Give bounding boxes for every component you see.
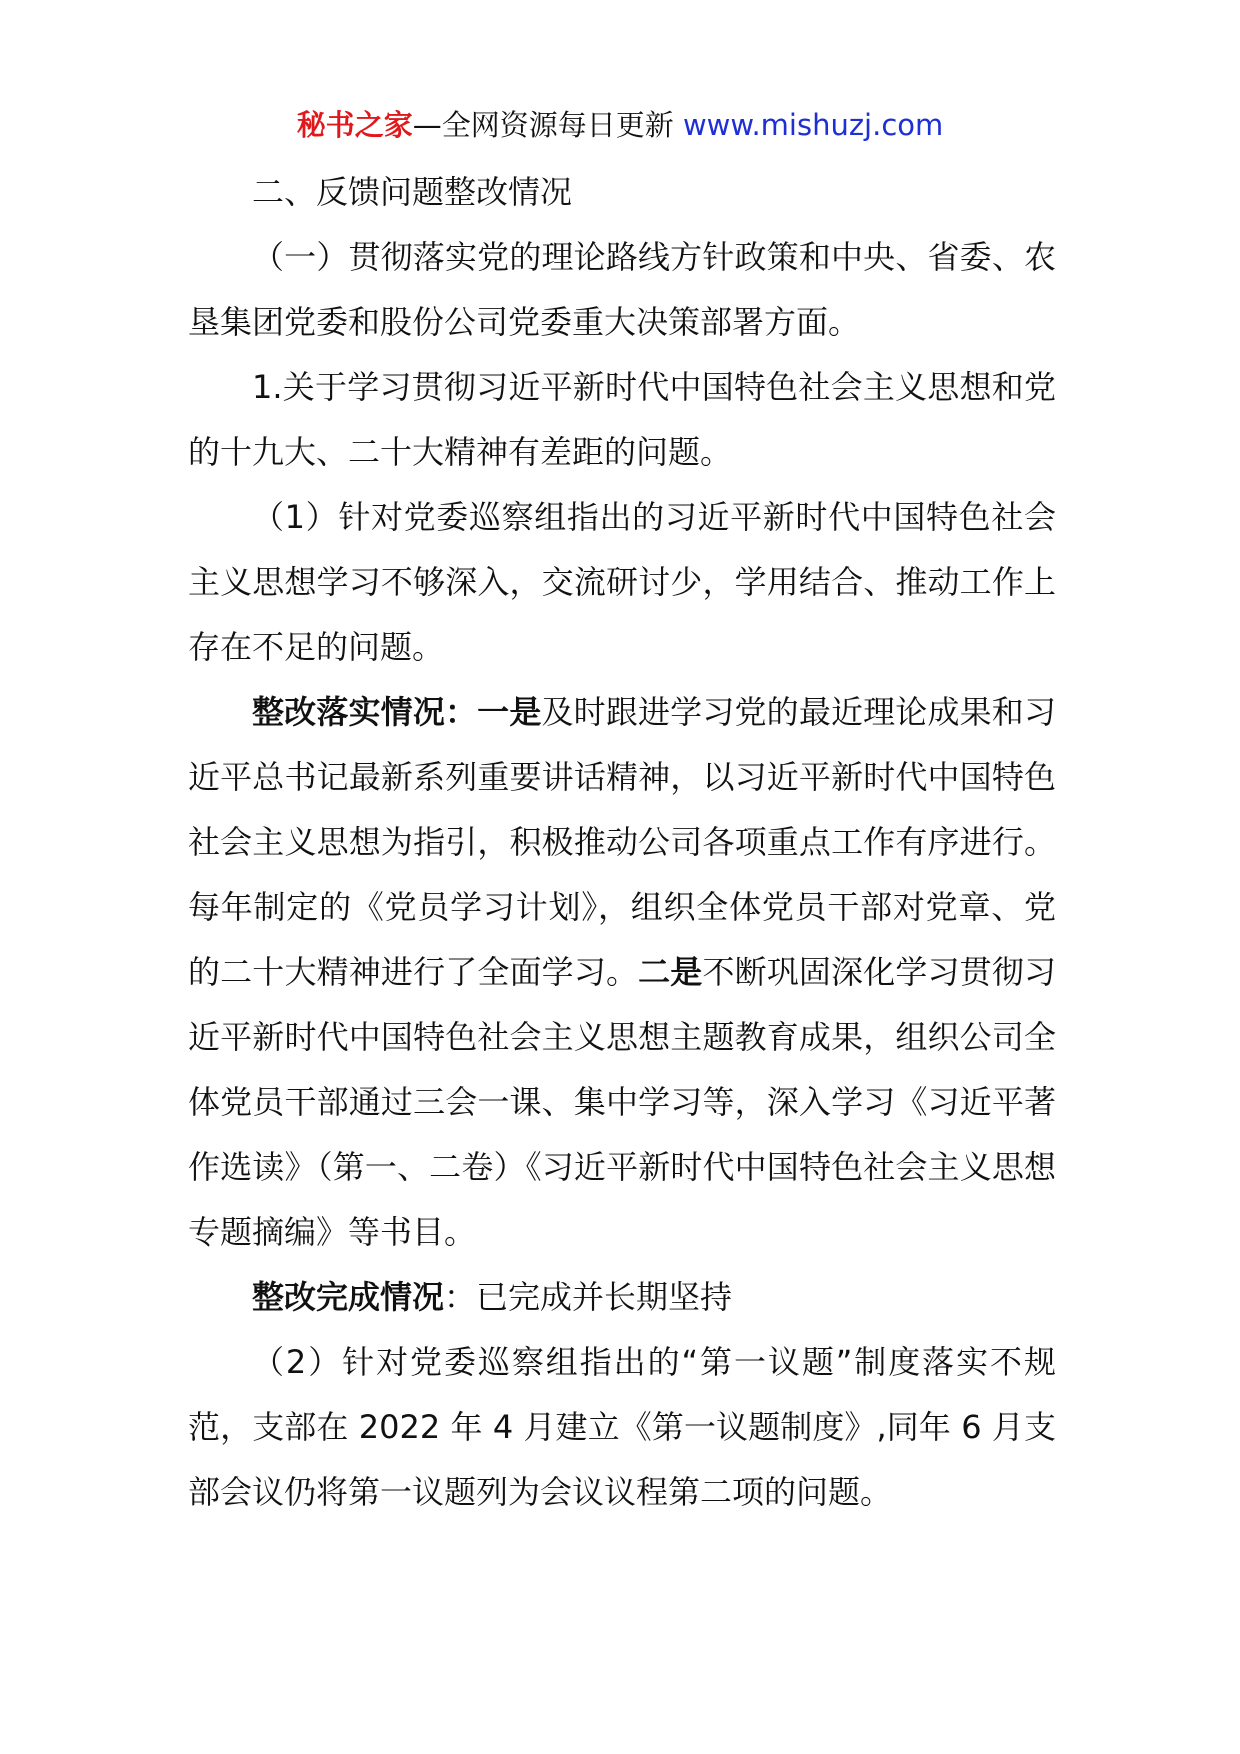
website-link[interactable]: www.mishuzj.com (682, 108, 944, 142)
rectification-paragraph (188, 680, 1056, 1265)
subsection-heading: （一）贯彻落实党的理论路线方针政策和中央、省委、农垦集团党委和股份公司党委重大决策部署方面。 (188, 238, 1056, 341)
second-point-text: 不断巩固深化学习贯彻习近平新时代中国特色社会主义思想主题教育成果，组织公司全体党员干部通过三会一课、集中学习等，深入学习《习近平著作选读》（第一、二卷）《习近平新时代中国特色社会主义思想专题摘编》等书目。 (188, 953, 1056, 1251)
completion-paragraph (188, 1265, 1056, 1330)
watermark-header (0, 100, 1240, 150)
header-tagline: —全网资源每日更新 (412, 108, 683, 142)
rectification-label: 整改落实情况： (252, 693, 478, 731)
document-body (188, 160, 1056, 1525)
completion-text: ：已完成并长期坚持 (444, 1278, 733, 1316)
second-point-label: 二是 (638, 953, 703, 991)
first-point-label: 一是 (477, 693, 542, 731)
brand-name: 秘书之家 (296, 108, 413, 142)
first-point-text: 及时跟进学习党的最近理论成果和习近平总书记最新系列重要讲话精神，以习近平新时代中国特色社会主义思想为指引，积极推动公司各项重点工作有序进行。每年制定的《党员学习计划》，组织全体党员干部对党章、党的二十大精神进行了全面学习。 (188, 693, 1056, 991)
item-heading: 1.关于学习贯彻习近平新时代中国特色社会主义思想和党的十九大、二十大精神有差距的问题。 (188, 368, 1056, 471)
issue-paragraph-1: （1）针对党委巡察组指出的习近平新时代中国特色社会主义思想学习不够深入，交流研讨少，学用结合、推动工作上存在不足的问题。 (188, 498, 1056, 666)
section-heading: 二、反馈问题整改情况 (252, 173, 573, 211)
issue-paragraph-2: （2）针对党委巡察组指出的“第一议题”制度落实不规范，支部在 2022 年 4 月建立《第一议题制度》,同年 6 月支部会议仍将第一议题列为会议议程第二项的问题。 (188, 1343, 1056, 1511)
completion-label: 整改完成情况 (252, 1278, 445, 1316)
